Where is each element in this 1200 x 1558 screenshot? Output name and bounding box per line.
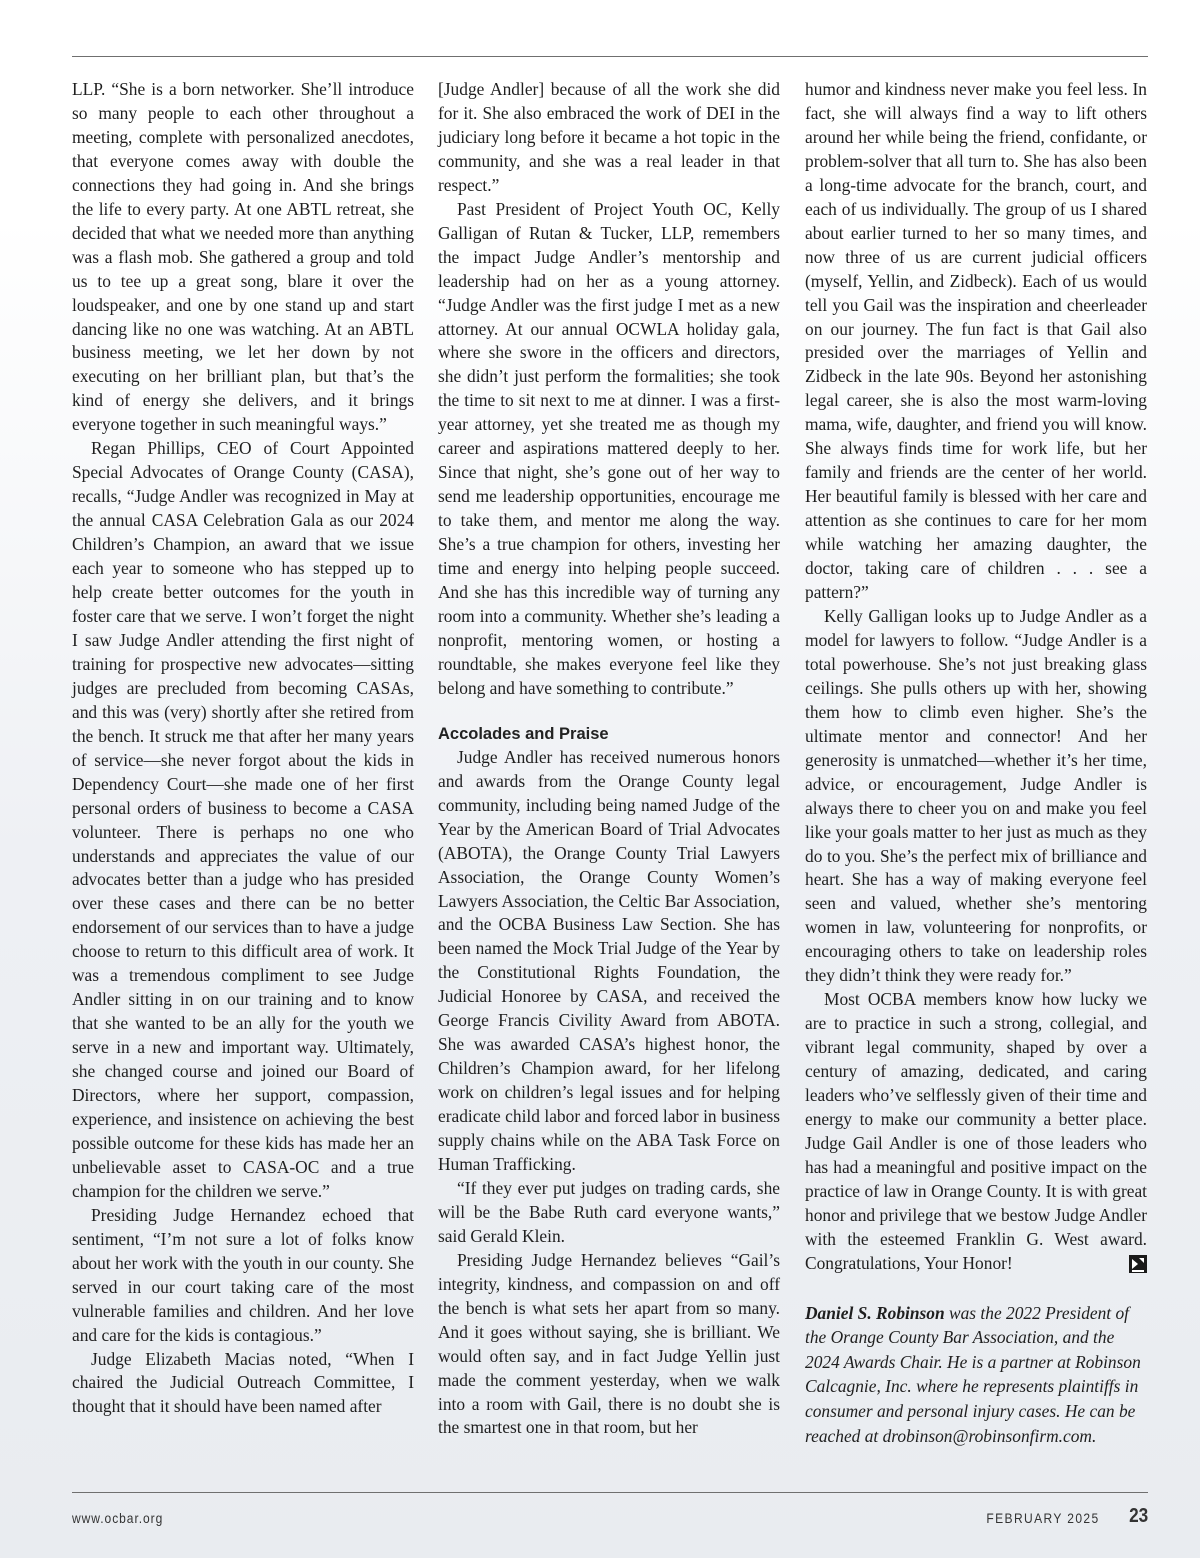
author-bio [805,1301,1147,1449]
ocba-end-mark-icon [1129,1255,1147,1273]
closing-paragraph [805,988,1147,1275]
paragraph: Regan Phillips, CEO of Court Appointed Special Advocates of Orange County (CASA), recalls, “Judge Andler was recognized in May at the annual CASA Celebration Gala as our 2024 Children’s Champion, an award that we issue each year to someone who has stepped up to help create better outcomes for the youth in foster care that we serve. I won’t forget the night I saw Judge Andler attending the first night of training for prospective new advocates—sitting judges are precluded from becoming CASAs, and this was (very) shortly after she retired from the bench. It struck me that after her many years of service—she never forgot about the kids in Dependency Court—she made one of her first personal orders of business to become a CASA volunteer. There is perhaps no one who understands and appreciates the value of our advocates better than a judge who has presided over these cases and there can be no better endorsement of our services than to have a judge choose to return to this difficult area of work. It was a tremendous compliment to see Judge Andler sitting in on our training and to know that she wanted to be an ally for the youth we serve in a new and important way. Ultimately, she changed course and joined our Board of Directors, where her support, compassion, experience, and insistence on achieving the best possible outcome for these kids has made her an unbelievable asset to CASA-OC and a true champion for the children we serve.” [72,438,414,1201]
footer-issue-date: FEBRUARY 2025 [986,1510,1100,1526]
column-2 [438,78,780,1440]
paragraph: “If they ever put judges on trading cards, she will be the Babe Ruth card everyone wants,” said Gerald Klein. [438,1177,780,1246]
paragraph: Judge Andler has received numerous honors and awards from the Orange County legal community, including being named Judge of the Year by the American Board of Trial Advocates (ABOTA), the Orange County Trial Lawyers Association, the Orange County Women’s Lawyers Association, the Celtic Bar Association, and the OCBA Business Law Section. She has been named the Mock Trial Judge of the Year by the Constitutional Rights Foundation, the Judicial Honoree by CASA, and received the George Francis Civility Award from ABOTA. She was awarded CASA’s highest honor, the Children’s Champion award, for her lifelong work on children’s legal issues and for helping eradicate child labor and forced labor in business supply chains while on the ABA Task Force on Human Trafficking. [438,746,780,1174]
paragraph: LLP. “She is a born networker. She’ll introduce so many people to each other throughout a meeting, complete with personalized anecdotes, that everyone comes away with double the connections they had going in. And she brings the life to every party. At one ABTL retreat, she decided that what we needed more than anything was a flash mob. She gathered a group and told us to tee up a great song, blare it over the loudspeaker, and one by one stand up and start dancing like no one was watching. At an ABTL business meeting, we let her down by not executing on her brilliant plan, but that’s the kind of energy she delivers, and it brings everyone together in such meaningful ways.” [72,79,414,435]
author-bio-text: was the 2022 President of the Orange County Bar Association, and the 2024 Awards Chair. He is a partner at Robinson Calcagnie, Inc. where he represents plaintiffs in consumer and personal injury cases. He can be reached at drobinson@robinsonfirm.com. [805,1302,1141,1446]
top-rule [72,56,1148,57]
closing-text: Most OCBA members know how lucky we are to practice in such a strong, collegial, and vibrant legal community, shaped by over a century of amazing, dedicated, and caring leaders who’ve selflessly given of their time and energy to make our community a better place. Judge Gail Andler is one of those leaders who has had a meaningful and positive impact on the practice of law in Orange County. It is with great honor and privilege that we bestow Judge Andler with the esteemed Franklin G. West award. Congratulations, Your Honor! [805,989,1147,1273]
paragraph: [Judge Andler] because of all the work she did for it. She also embraced the work of DEI in the judiciary long before it became a hot topic in the community, and she was a real leader in that respect.” [438,79,780,195]
column-1 [72,78,414,1419]
author-name: Daniel S. Robinson [805,1302,945,1323]
paragraph: humor and kindness never make you feel less. In fact, she will always find a way to lift others around her while being the friend, confidante, or problem-solver that all turn to. She has also been a long-time advocate for the branch, court, and each of us individually. The group of us I shared about earlier turned to her so many times, and now three of us are current judicial officers (myself, Yellin, and Zidbeck). Each of us would tell you Gail was the inspiration and cheerleader on our journey. The fun fact is that Gail also presided over the marriages of Yellin and Zidbeck in the late 90s. Beyond her astonishing legal career, she is also the most warm-loving mama, wife, daughter, and friend you will know. She always finds time for work life, but her family and friends are the center of her world. Her beautiful family is blessed with her care and attention as she continues to care for her mom while watching her amazing daughter, the doctor, taking care of children . . . see a pattern?” [805,79,1147,603]
footer-website: www.ocbar.org [72,1510,164,1526]
paragraph: Past President of Project Youth OC, Kelly Galligan of Rutan & Tucker, LLP, remembers the impact Judge Andler’s mentorship and leadership had on her as a young attorney. “Judge Andler was the first judge I met as a new attorney. At our annual OCWLA holiday gala, where she swore in the officers and directors, she didn’t just perform the formalities; she took the time to sit next to me at dinner. I was a first-year attorney, yet she treated me as though my career and aspirations mattered deeply to her. Since that night, she’s gone out of her way to send me leadership opportunities, encourage me to take them, and mentor me along the way. She’s a true champion for others, investing her time and energy into helping people succeed. And she has this incredible way of turning any room into a community. Whether she’s leading a nonprofit, mentoring women, or hosting a roundtable, she makes everyone feel like they belong and have something to contribute.” [438,198,780,698]
page-number: 23 [1128,1505,1148,1527]
bottom-rule [72,1492,1148,1493]
paragraph: Presiding Judge Hernandez echoed that sentiment, “I’m not sure a lot of folks know about her work with the youth in our county. She served in our court taking care of the most vulnerable families and children. And her love and care for the kids is contagious.” [72,1204,414,1345]
section-heading: Accolades and Praise [438,724,609,743]
paragraph: Kelly Galligan looks up to Judge Andler as a model for lawyers to follow. “Judge Andler is a total powerhouse. She’s not just breaking glass ceilings. She pulls others up with her, showing them how to climb even higher. She’s the ultimate mentor and connector! And her generosity is unmatched—whether it’s her time, advice, or encouragement, Judge Andler is always there to cheer you on and make you feel like your goals matter to her just as much as they do to you. She’s the perfect mix of brilliance and heart. She has a way of making everyone feel seen and valued, whether she’s mentoring women in law, volunteering for nonprofits, or encouraging others to take on leadership roles they didn’t think they were ready for.” [805,605,1147,986]
column-3 [805,78,1147,1448]
paragraph: Judge Elizabeth Macias noted, “When I chaired the Judicial Outreach Committee, I thought that it should have been named after [72,1348,414,1417]
page-footer [72,1507,1148,1531]
paragraph: Presiding Judge Hernandez believes “Gail’s integrity, kindness, and compassion on and off the bench is what sets her apart from so many. And it goes without saying, she is brilliant. We would often say, and in fact Judge Yellin just made the comment yesterday, when we walk into a room with Gail, there is no doubt she is the smartest one in that room, but her [438,1249,780,1438]
